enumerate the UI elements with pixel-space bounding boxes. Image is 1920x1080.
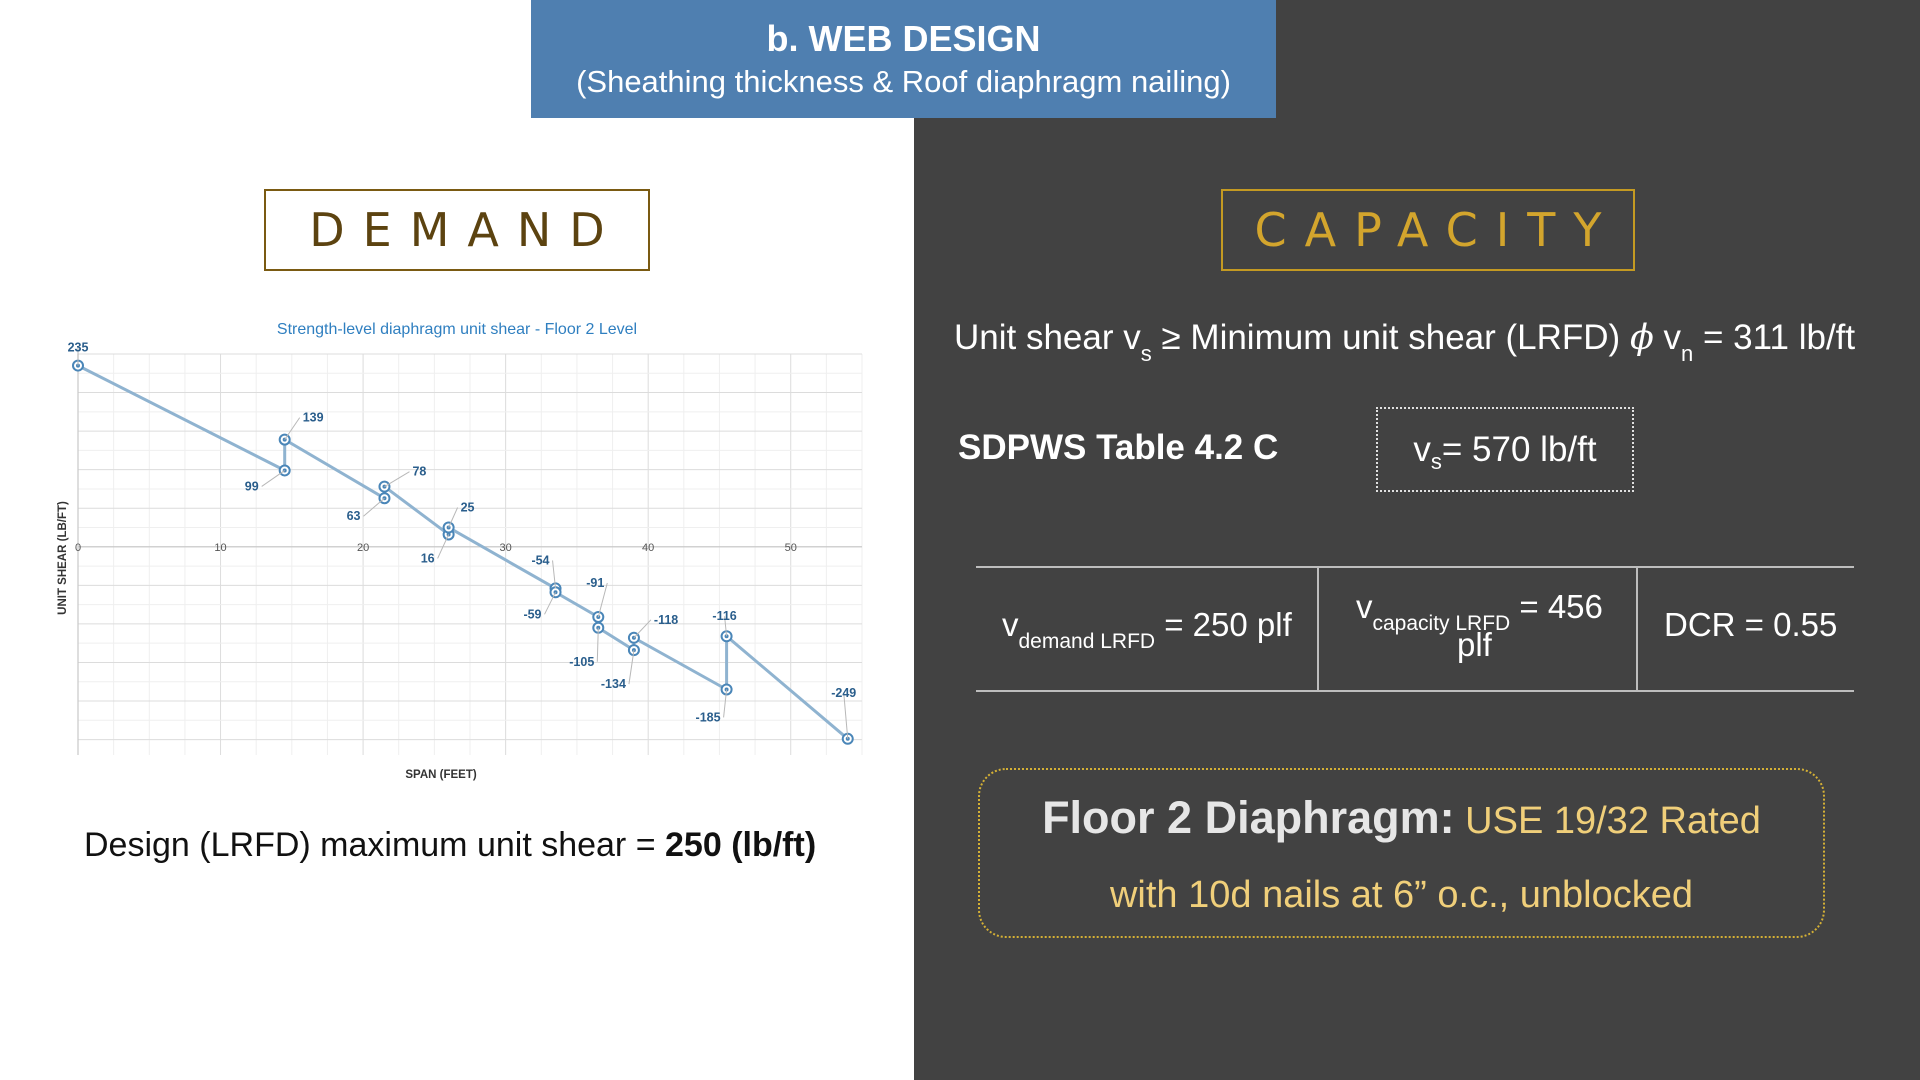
unit-shear-sub-n: n xyxy=(1681,341,1694,366)
capacity-unit: plf xyxy=(1457,626,1492,663)
capacity-v: v xyxy=(1356,588,1373,625)
vs-v: v xyxy=(1413,429,1431,469)
unit-shear-prefix: Unit shear v xyxy=(954,318,1141,357)
data-label: 16 xyxy=(420,551,435,566)
data-label: -118 xyxy=(653,612,679,627)
floor-heading: Floor 2 Diaphragm: xyxy=(1042,792,1455,843)
x-tick-label: 20 xyxy=(356,541,370,554)
header-subtitle: (Sheathing thickness & Roof diaphragm nailing) xyxy=(576,64,1231,99)
floor-line-2: with 10d nails at 6” o.c., unblocked xyxy=(1109,874,1693,916)
design-max-prefix: Design (LRFD) maximum unit shear = xyxy=(84,826,666,864)
chart-data-labels xyxy=(68,341,857,739)
unit-shear-sub-s: s xyxy=(1140,341,1152,366)
table-separator-1 xyxy=(1317,566,1319,692)
capacity-lrfd-cell xyxy=(1356,588,1603,635)
x-tick-label: 0 xyxy=(74,541,82,554)
capacity-title: CAPACITY xyxy=(1254,203,1620,257)
demand-title: DEMAND xyxy=(309,203,623,257)
floor-line-1 xyxy=(980,792,1823,844)
data-label: 63 xyxy=(346,509,361,524)
data-label-leader xyxy=(262,470,285,486)
vs-value-box xyxy=(1376,407,1634,492)
phi-symbol: ϕ xyxy=(1629,318,1654,358)
data-point-core xyxy=(554,590,558,594)
unit-shear-middle: ≥ Minimum unit shear (LRFD) xyxy=(1151,318,1630,357)
unit-shear-requirement xyxy=(954,318,1856,366)
header-title: b. WEB DESIGN xyxy=(766,18,1041,59)
data-label: 78 xyxy=(412,464,427,479)
design-max-unit-shear xyxy=(84,826,816,865)
demand-sub: demand LRFD xyxy=(1018,630,1156,653)
data-label: 139 xyxy=(302,410,324,425)
data-label: -54 xyxy=(531,553,550,568)
demand-title-box xyxy=(264,189,650,271)
unit-shear-suffix: = 311 lb/ft xyxy=(1693,318,1856,357)
demand-v: v xyxy=(1002,606,1019,643)
series-line xyxy=(78,366,848,739)
chart-x-ticks xyxy=(75,542,797,554)
data-label: 235 xyxy=(67,340,89,355)
header-banner xyxy=(531,0,1276,118)
data-label-leader xyxy=(384,472,409,487)
table-separator-2 xyxy=(1636,566,1638,692)
capacity-title-box xyxy=(1221,189,1635,271)
capacity-sub: capacity LRFD xyxy=(1372,612,1511,635)
x-tick-label: 30 xyxy=(499,541,512,554)
data-label: -116 xyxy=(712,609,737,624)
table-top-rule xyxy=(976,566,1854,568)
data-label: -59 xyxy=(523,607,542,622)
data-label-leader xyxy=(545,592,556,614)
x-tick-label: 40 xyxy=(642,541,655,554)
vs-rest: = 570 lb/ft xyxy=(1441,429,1597,469)
data-label: 25 xyxy=(460,500,475,515)
chart-x-axis-title: SPAN (FEET) xyxy=(405,769,477,781)
data-label-leader xyxy=(363,498,384,516)
unit-shear-chart xyxy=(40,310,870,790)
floor-2-diaphragm-callout xyxy=(978,768,1825,938)
data-label: -105 xyxy=(569,654,595,669)
data-point-core xyxy=(447,526,451,530)
dcr-cell: DCR = 0.55 xyxy=(1664,606,1838,643)
sdpws-table-label: SDPWS Table 4.2 C xyxy=(958,428,1279,467)
table-bottom-rule xyxy=(976,690,1854,692)
design-max-value: 250 (lb/ft) xyxy=(665,826,817,864)
dcr-table xyxy=(976,566,1854,692)
data-label: -185 xyxy=(695,710,721,725)
floor-use: USE 19/32 Rated xyxy=(1454,800,1761,842)
chart-y-axis-title: UNIT SHEAR (LB/FT) xyxy=(57,501,69,615)
vs-sub: s xyxy=(1430,448,1442,474)
unit-shear-v: v xyxy=(1653,318,1682,357)
demand-rest: = 250 plf xyxy=(1155,606,1292,643)
capacity-rest: = 456 xyxy=(1510,588,1603,625)
chart-title: Strength-level diaphragm unit shear - Floor 2 Level xyxy=(276,321,638,338)
data-label: -134 xyxy=(600,677,626,692)
data-label: 99 xyxy=(244,479,259,494)
data-label: -91 xyxy=(586,575,605,590)
chart-series xyxy=(73,361,853,744)
data-label: -249 xyxy=(831,685,857,700)
x-tick-label: 10 xyxy=(214,541,227,554)
demand-lrfd-cell xyxy=(1002,606,1292,653)
chart-grid xyxy=(78,354,862,755)
x-tick-label: 50 xyxy=(784,541,797,554)
